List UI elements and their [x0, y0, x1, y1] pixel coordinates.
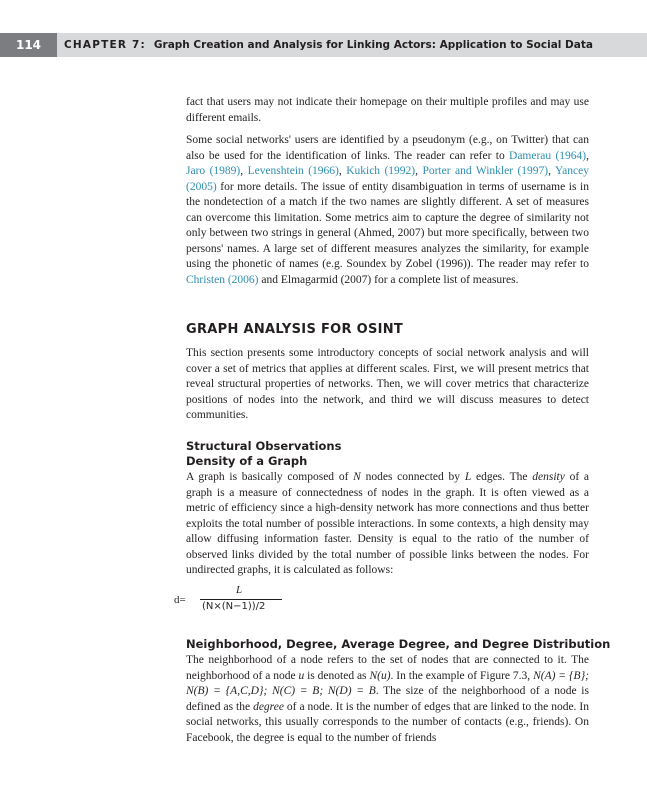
page-number: 114: [0, 33, 57, 57]
citation-link-jaro[interactable]: Jaro (1989): [186, 165, 241, 177]
citation-link-christen[interactable]: Christen (2006): [186, 273, 259, 286]
chapter-title: Graph Creation and Analysis for Linking Actors: Application to Social Data: [153, 39, 593, 51]
running-header: [0, 33, 647, 57]
paragraph-2: Some social networks' users are identified by a pseudonym (e.g., on Twitter) that can also be used for the identification of links. The reader can refer to Damerau (1964), Jaro (1989), Levenshtein (1966), Kukich (1992), Porter and Winkler (1997), Yancey (2005) for more details. The issue of entity disambiguation in terms of username is in the nondetection of a match if the two names are slightly different. A set of measures can overcome this limitation. Some metrics aim to capture the degree of similarity not only between two strings in general (Ahmed, 2007) but more specifically, between two persons' names. A large set of different measures analyzes the similarity, for example using the phonetic of names (e.g. Soundex by Zobel (1996)). The reader may refer to Christen (2006) and Elmagarmid (2007) for a complete list of measures.: [186, 134, 589, 286]
chapter-label: CHAPTER 7:: [64, 39, 146, 51]
density-formula: [174, 584, 294, 618]
subheading-structural-observations: Structural Observations: [186, 439, 342, 453]
paragraph-3: This section presents some introductory concepts of social network analysis and will cover a set of metrics that applies at different scales. First, we will present metrics that reveal structural properties of networks. Then, we will cover metrics that characterize positions of nodes into the network, and third we will discuss measures to detect communities.: [186, 347, 589, 421]
section-heading-graph-analysis: GRAPH ANALYSIS FOR OSINT: [186, 322, 404, 337]
citation-link-porter-winkler[interactable]: Porter and Winkler (1997): [422, 165, 549, 177]
paragraph-1: fact that users may not indicate their homepage on their multiple profiles and may use different emails.: [186, 96, 589, 124]
citation-link-levenshtein[interactable]: Levenshtein (1966): [247, 165, 339, 177]
paragraph-5: The neighborhood of a node refers to the set of nodes that are connected to it. The neighborhood of a node u is denoted as N(u). In the example of Figure 7.3, N(A) = {B}; N(B) = {A,C,D}; N(C) = B; N(D) = B. The size of the neighborhood of a node is defined as the degree of a node. It is the number of edges that are linked to the node. In social networks, this usually corresponds to the number of contacts (e.g., friends). On Facebook, the degree is equal to the number of friends: [186, 654, 590, 744]
formula-numerator: L: [236, 584, 243, 596]
formula-denominator: (N×(N−1))/2: [202, 601, 266, 612]
fraction-bar: [200, 599, 282, 600]
paragraph-4: A graph is basically composed of N nodes connected by L edges. The density of a graph is a measure of connectedness of nodes in the graph. It is often viewed as a metric of efficiency since a high-density network has more connections and thus better exploits the total number of possible interactions. In some contexts, a high density may allow diffusing information faster. Density is equal to the ratio of the number of observed links divided by the total number of possible links between the nodes. For undirected graphs, it is calculated as follows:: [186, 471, 590, 576]
citation-link-yancey[interactable]: Yancey (2005): [186, 165, 589, 193]
citation-link-kukich[interactable]: Kukich (1992): [346, 165, 416, 177]
subheading-density-of-graph: Density of a Graph: [186, 454, 308, 468]
chapter-heading: [64, 33, 593, 57]
citation-link-damerau[interactable]: Damerau (1964): [509, 149, 587, 162]
subheading-neighborhood-degree: Neighborhood, Degree, Average Degree, and Degree Distribution: [186, 637, 611, 651]
formula-lhs: d=: [174, 594, 186, 606]
